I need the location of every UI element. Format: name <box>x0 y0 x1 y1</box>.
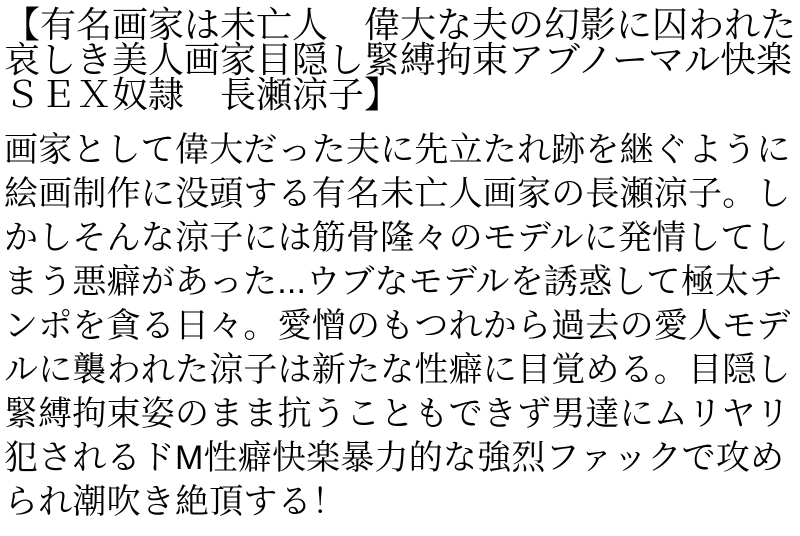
description-line: かしそんな涼子には筋骨隆々のモデルに発情してし <box>4 219 789 257</box>
product-title <box>0 0 800 115</box>
description-line: 犯されるドM性癖快楽暴力的な強烈ファックで攻め <box>4 439 785 477</box>
description-line: ルに襲われた涼子は新たな性癖に目覚める。目隠し <box>4 351 791 389</box>
title-line: ＳＥＸ奴隷 長瀬涼子】 <box>4 74 401 115</box>
description-line: まう悪癖があった...ウブなモデルを誘惑して極太チ <box>4 263 784 301</box>
description-line: 絵画制作に没頭する有名未亡人画家の長瀬涼子。し <box>4 175 791 213</box>
description-line: 緊縛拘束姿のまま抗うこともできず男達にムリヤリ <box>4 395 790 433</box>
description-line: 画家として偉大だった夫に先立たれ跡を継ぐように <box>4 131 791 169</box>
title-line: 【有名画家は未亡人 偉大な夫の幻影に囚われた <box>4 4 797 45</box>
description-line: られ潮吹き絶頂する！ <box>4 483 346 521</box>
description-line: ンポを貪る日々。愛憎のもつれから過去の愛人モデ <box>4 307 791 345</box>
product-description <box>0 128 800 524</box>
title-line: 哀しき美人画家目隠し緊縛拘束アブノーマル快楽 <box>4 39 793 80</box>
